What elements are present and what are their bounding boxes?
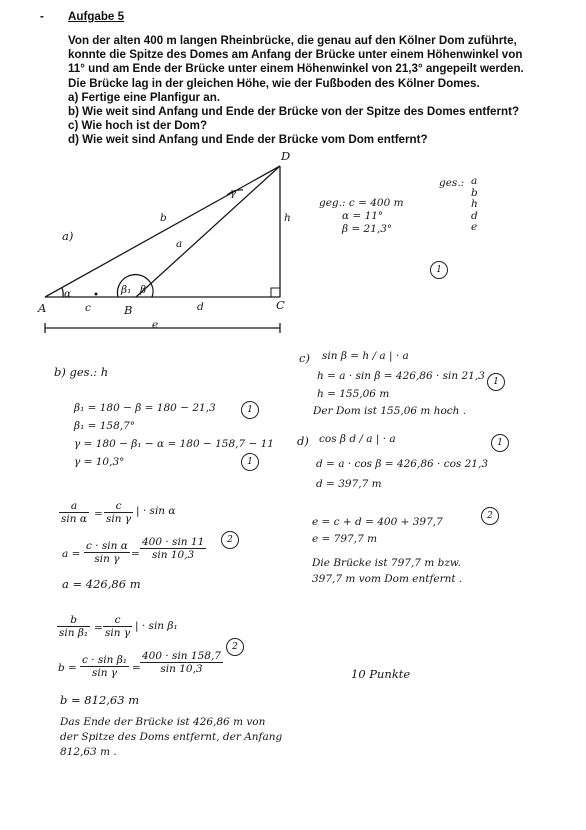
fraction: $\frac{c}{\text{sin γ}}$ xyxy=(106,500,132,525)
points-badge: 2 xyxy=(221,531,239,549)
variable-prefix: a = xyxy=(62,548,81,560)
side-h-label: h xyxy=(284,212,291,224)
conclusion-line: der Spitze des Doms entfernt, der Anfang xyxy=(60,731,283,743)
side-a-label: a xyxy=(176,238,183,250)
angle-line: β₁ = 158,7° xyxy=(74,420,136,432)
task-title: Aufgabe 5 xyxy=(68,10,125,23)
part-d-label: d) xyxy=(297,434,309,448)
task-question-c: c) Wie hoch ist der Dom? xyxy=(68,119,208,133)
side-b-label: b xyxy=(160,212,167,224)
part-c-line: sin β = h / a | · a xyxy=(322,350,409,362)
ges-item: a xyxy=(471,175,478,187)
geg-line: α = 11° xyxy=(342,210,384,222)
geg-line: geg.: c = 400 m xyxy=(319,197,404,209)
task-question-d: d) Wie weit sind Anfang und Ende der Brücke vom Dom entfernt? xyxy=(68,133,428,147)
task-line: konnte die Spitze des Domes am Anfang der Brücke unter einem Höhenwinkel von xyxy=(68,48,523,62)
ges-item: h xyxy=(471,198,478,210)
points-badge: 2 xyxy=(481,507,499,525)
ges-item: e xyxy=(471,221,478,233)
equals-sign: = xyxy=(132,662,141,674)
fraction: $\frac{400 \cdot \sin 158,7}{\sin 10,3}$ xyxy=(142,650,221,675)
angle-line: γ = 10,3° xyxy=(74,456,125,468)
point-b-label: B xyxy=(124,303,133,317)
fraction: $\frac{a}{\text{sin α}}$ xyxy=(61,500,87,525)
ges-list xyxy=(471,176,478,234)
conclusion-line: Das Ende der Brücke ist 426,86 m von xyxy=(60,716,266,728)
part-d-result: Die Brücke ist 797,7 m bzw. xyxy=(312,557,461,569)
point-a-label: A xyxy=(38,301,47,315)
part-c-label: c) xyxy=(299,351,310,365)
beta1-label: β₁ xyxy=(121,284,132,296)
points-badge: 1 xyxy=(491,434,509,452)
fraction: $\frac{c}{\text{sin γ}}$ xyxy=(105,614,131,639)
angle-line: β₁ = 180 − β = 180 − 21,3 xyxy=(74,402,216,414)
ges-item: b xyxy=(471,186,478,199)
alpha-arc xyxy=(62,288,63,297)
part-d-line: d = a · cos β = 426,86 · cos 21,3 xyxy=(316,458,488,470)
equals-sign: = xyxy=(94,508,103,520)
geg-line: β = 21,3° xyxy=(342,223,393,235)
point-d-label: D xyxy=(281,149,291,163)
ges-label: ges.: xyxy=(439,177,465,189)
part-d-line: cos β d / a | · a xyxy=(319,433,396,445)
part-b-label: b) ges.: h xyxy=(54,365,109,379)
part-c-line: h = a · sin β = 426,86 · sin 21,3 xyxy=(317,370,485,382)
part-d-line: e = c + d = 400 + 397,7 xyxy=(312,516,443,528)
side-d-label: d xyxy=(197,301,204,313)
part-c-line: h = 155,06 m xyxy=(317,388,390,400)
points-badge: 2 xyxy=(226,638,244,656)
alpha-label: α xyxy=(64,288,72,300)
task-question-b: b) Wie weit sind Anfang und Ende der Brücke von der Spitze des Domes entfernt? xyxy=(68,105,520,119)
dash-mark: - xyxy=(40,10,44,23)
points-badge: 1 xyxy=(241,453,259,471)
dot-marker xyxy=(95,293,98,296)
points-badge: 1 xyxy=(241,401,259,419)
side-a-line xyxy=(136,166,280,297)
part-c-result: Der Dom ist 155,06 m hoch . xyxy=(313,405,467,417)
beta-label: β xyxy=(140,284,147,296)
points-badge: 1 xyxy=(487,373,505,391)
task-line: 11° und am Ende der Brücke unter einem Höhenwinkel von 21,3° angepeilt werden. xyxy=(68,62,524,76)
part-d-line: e = 797,7 m xyxy=(312,533,378,545)
part-d-line: d = 397,7 m xyxy=(316,478,382,490)
operation-note: | · sin β₁ xyxy=(135,620,178,632)
fraction: $\frac{\text{c · sin β₁}}{\text{sin γ}}$ xyxy=(82,654,128,679)
fraction: $\frac{400 \cdot \sin 11}{\sin 10,3}$ xyxy=(142,536,205,561)
right-angle-marker xyxy=(271,288,280,297)
ges-item: d xyxy=(471,209,478,222)
conclusion-line: 812,63 m . xyxy=(60,746,117,758)
point-c-label: C xyxy=(276,298,285,312)
result-a: a = 426,86 m xyxy=(62,577,141,591)
points-badge: 1 xyxy=(430,261,448,279)
side-c-label: c xyxy=(85,302,91,314)
equals-sign: = xyxy=(131,548,140,560)
gamma-label: γ xyxy=(230,187,237,199)
variable-prefix: b = xyxy=(58,662,77,674)
fraction: $\frac{b}{\text{sin β₁}}$ xyxy=(59,614,89,639)
part-d-result: 397,7 m vom Dom entfernt . xyxy=(312,573,463,585)
total-score: 10 Punkte xyxy=(351,667,411,681)
angle-line: γ = 180 − β₁ − α = 180 − 158,7 − 11 xyxy=(74,438,274,450)
figure-part-label: a) xyxy=(62,229,74,243)
side-e-label: e xyxy=(152,319,159,331)
task-line: Von der alten 400 m langen Rheinbrücke, die genau auf den Kölner Dom zuführte, xyxy=(68,34,517,47)
equals-sign: = xyxy=(94,622,103,634)
side-b-line xyxy=(45,166,280,297)
result-b: b = 812,63 m xyxy=(60,693,140,707)
fraction: $\frac{\text{c · sin α}}{\text{sin γ}}$ xyxy=(86,540,128,565)
task-question-a: a) Fertige eine Planfigur an. xyxy=(68,90,221,104)
operation-note: | · sin α xyxy=(136,505,176,517)
task-line: Die Brücke lag in der gleichen Höhe, wie der Fußboden des Kölner Domes. xyxy=(68,76,480,90)
